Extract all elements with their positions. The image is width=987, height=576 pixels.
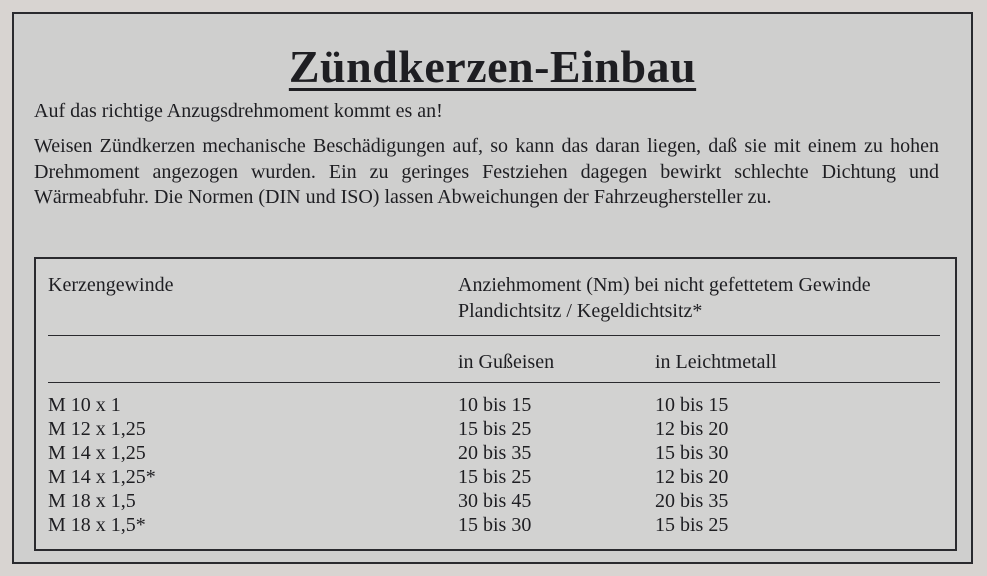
cell-light-metal: 15 bis 25 (655, 514, 729, 536)
cell-cast-iron: 15 bis 25 (458, 466, 532, 488)
cell-thread: M 14 x 1,25* (48, 466, 156, 488)
cell-cast-iron: 10 bis 15 (458, 394, 532, 416)
torque-table (34, 257, 957, 551)
header-seat-type: Plandichtsitz / Kegeldichtsitz* (458, 300, 703, 322)
cell-thread: M 18 x 1,5* (48, 514, 146, 536)
subheader-divider (48, 382, 940, 383)
cell-thread: M 18 x 1,5 (48, 490, 136, 512)
table-row (36, 417, 955, 441)
cell-light-metal: 15 bis 30 (655, 442, 729, 464)
cell-light-metal: 12 bis 20 (655, 418, 729, 440)
intro-line: Auf das richtige Anzugsdrehmoment kommt es an! (34, 100, 443, 122)
article-title (14, 42, 971, 92)
table-row (36, 489, 955, 513)
article-title-text: Zündkerzen-Einbau (288, 41, 697, 92)
table-row (36, 441, 955, 465)
cell-light-metal: 20 bis 35 (655, 490, 729, 512)
subheader-light-metal: in Leichtmetall (655, 351, 777, 373)
cell-thread: M 14 x 1,25 (48, 442, 146, 464)
cell-light-metal: 12 bis 20 (655, 466, 729, 488)
cell-cast-iron: 30 bis 45 (458, 490, 532, 512)
body-paragraph: Weisen Zündkerzen mechanische Beschädigungen auf, so kann das daran liegen, daß sie mit einem zu hohen Drehmoment angezogen wurden. Ein zu geringes Festziehen dagegen bewirkt schlechte Dichtung und Wärmeabfuhr. Die Normen (DIN und ISO) lassen Abweichungen der Fahrzeughersteller zu. (34, 135, 939, 208)
table-row (36, 465, 955, 489)
cell-thread: M 10 x 1 (48, 394, 121, 416)
header-torque: Anziehmoment (Nm) bei nicht gefettetem Gewinde (458, 274, 871, 296)
cell-cast-iron: 15 bis 30 (458, 514, 532, 536)
header-divider (48, 335, 940, 336)
subheader-cast-iron: in Gußeisen (458, 351, 555, 373)
cell-cast-iron: 20 bis 35 (458, 442, 532, 464)
table-row (36, 393, 955, 417)
cell-cast-iron: 15 bis 25 (458, 418, 532, 440)
cell-thread: M 12 x 1,25 (48, 418, 146, 440)
header-thread: Kerzengewinde (48, 274, 174, 296)
cell-light-metal: 10 bis 15 (655, 394, 729, 416)
table-row (36, 513, 955, 537)
